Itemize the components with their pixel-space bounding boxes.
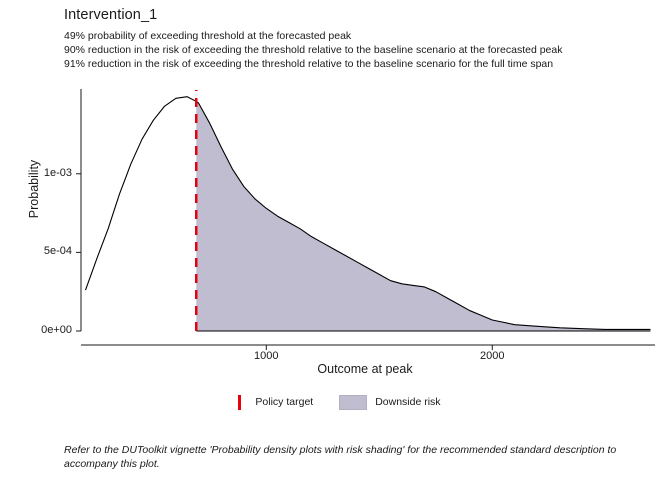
x-tick-label: 2000 xyxy=(480,350,505,362)
legend-label-policy-target: Policy target xyxy=(255,396,314,408)
downside-risk-shading xyxy=(196,101,650,331)
y-tick-label: 5e-04 xyxy=(43,245,72,258)
shaded-box-icon xyxy=(339,395,367,410)
y-tick-label: 1e-03 xyxy=(43,166,72,179)
x-tick-label: 1000 xyxy=(254,350,279,362)
chart-legend xyxy=(0,393,672,411)
subtitle-line-1: 49% probability of exceeding threshold at the forecasted peak xyxy=(64,30,352,42)
dashed-line-icon xyxy=(231,393,247,411)
page-title: Intervention_1 xyxy=(64,7,158,23)
subtitle-line-2: 90% reduction in the risk of exceeding the threshold relative to the baseline scenario at the forecasted peak xyxy=(64,44,563,56)
x-axis-label: Outcome at peak xyxy=(317,362,413,376)
y-axis-label: Probability xyxy=(27,159,41,219)
subtitle-line-3: 91% reduction in the risk of exceeding the threshold relative to the baseline scenario for the full time span xyxy=(64,58,554,70)
legend-item-downside-risk xyxy=(339,395,440,410)
legend-item-policy-target xyxy=(231,393,313,411)
y-tick-label: 0e+00 xyxy=(41,324,72,336)
footnote: Refer to the DUToolkit vignette 'Probability density plots with risk shading' for the recommended standard description to accompany this plot. xyxy=(64,444,617,470)
legend-label-downside-risk: Downside risk xyxy=(375,396,441,408)
